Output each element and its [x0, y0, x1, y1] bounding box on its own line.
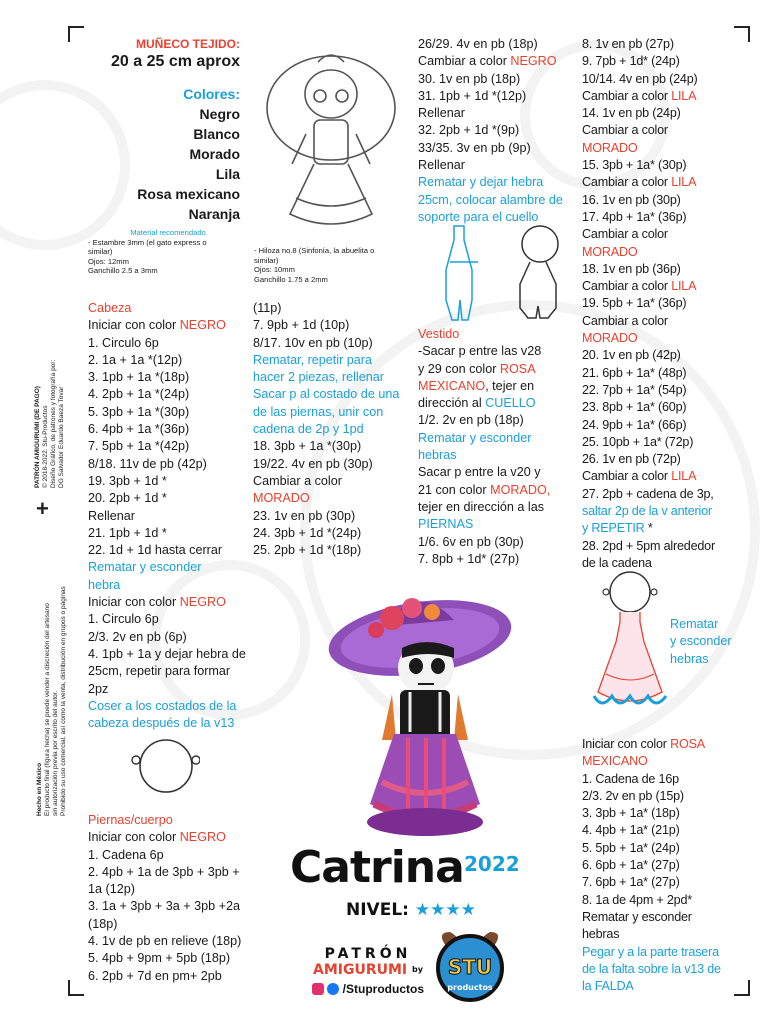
instruction-line: 21 con color MORADO, [418, 482, 551, 497]
instagram-icon [312, 983, 324, 995]
size-text: 20 a 25 cm aprox [111, 53, 240, 70]
note-line: cabeza después de la v13 [88, 716, 235, 731]
instruction-line: (11p) [253, 301, 282, 315]
instruction-line: Iniciar con color NEGRO [88, 318, 226, 333]
column-1 [88, 300, 248, 732]
instruction-line: Sacar p entre la v20 y [418, 465, 541, 480]
instruction-line: 4. 1v de pb en relieve (18p) [88, 934, 242, 949]
column-3-lower [418, 326, 580, 568]
instruction-line: Iniciar con color NEGRO [88, 595, 226, 610]
instruction-line: Cambiar a color LILA [582, 279, 697, 294]
legal-text-left: PATRÓN AMIGURUMI (DE PAGO) © 2018-2022. Stu-Productos Diseño Gráfico, de patrones y fotografía por: DG Salvador Eduardo Baeza Tovar [34, 359, 65, 488]
instruction-line: 26. 1v en pb (72p) [582, 452, 681, 467]
column-2 [253, 300, 413, 559]
instruction-line: 2pz [88, 681, 109, 696]
instruction-line: Rematar y esconder [582, 909, 692, 924]
note-line: la FALDA [582, 979, 634, 994]
crop-mark [68, 980, 84, 996]
section-title-cabeza: Cabeza [88, 301, 132, 315]
instruction-line: tejer en dirección a las [418, 499, 545, 514]
instruction-line: 2/3. 2v en pb (15p) [582, 788, 684, 803]
instruction-line: Cambiar a color LILA [582, 88, 697, 103]
instruction-line: Rellenar [418, 158, 465, 173]
crop-mark [68, 26, 84, 42]
pattern-title [290, 842, 570, 893]
instruction-line: 25cm, repetir para formar [88, 664, 231, 679]
note-line: Rematar, repetir para [253, 352, 372, 367]
color-name: PIERNAS [418, 517, 474, 532]
instruction-line: 3. 1a + 3pb + 3a + 3pb +2a [88, 899, 240, 914]
color-name: MORADO [253, 491, 310, 506]
instruction-line: 25. 2pb + 1d *(18p) [253, 543, 362, 558]
color-item: Negro [199, 106, 240, 122]
color-name: MORADO [582, 331, 638, 346]
instruction-line: Iniciar con color ROSA [582, 737, 705, 751]
instruction-line: 18. 1v en pb (36p) [582, 261, 681, 276]
instruction-line: 21. 6pb + 1a* (48p) [582, 365, 687, 380]
instruction-line: 6. 2pb + 7d en pm+ 2pb [88, 968, 222, 983]
instruction-line: hebras [582, 927, 620, 942]
color-item: Lila [215, 166, 240, 182]
column-4 [582, 36, 742, 572]
registration-mark: + [36, 496, 49, 521]
instruction-line: Cambiar a color NEGRO [418, 54, 557, 69]
note-line: Coser a los costados de la [88, 698, 237, 713]
instruction-line: Cambiar a color [582, 313, 668, 328]
instruction-line: 16. 1v en pb (30p) [582, 192, 681, 207]
instruction-line: 26/29. 4v en pb (18p) [418, 37, 538, 51]
note-line: 25cm, colocar alambre de [418, 192, 563, 207]
instruction-line: 20. 1v en pb (42p) [582, 348, 681, 363]
color-item: Rosa mexicano [137, 186, 240, 202]
note-line: saltar 2p de la v anterior [582, 504, 712, 519]
instruction-line: 1. Circulo 6p [88, 335, 159, 350]
level-label: NIVEL: [346, 900, 409, 920]
color-item: Morado [189, 146, 240, 162]
skirt-diagram [586, 566, 676, 726]
facebook-icon [327, 983, 339, 995]
instruction-line: 1a (12p) [88, 882, 135, 897]
level-row [346, 900, 476, 920]
instruction-line: 27. 2pb + cadena de 3p, [582, 486, 714, 501]
instruction-line: 7. 5pb + 1a *(42p) [88, 439, 190, 454]
instruction-line: 28. 2pd + 5pm alrededor [582, 538, 715, 553]
instruction-line: 8. 1a de 4pm + 2pd* [582, 892, 692, 907]
note-line: soporte para el cuello [418, 209, 539, 224]
instruction-line: 31. 1pb + 1d *(12p) [418, 88, 527, 103]
instruction-line: 2. 4pb + 1a de 3pb + 3pb + [88, 864, 240, 879]
note-line: Sacar p al costado de una [253, 387, 400, 402]
instruction-line: 7. 9pb + 1d (10p) [253, 318, 350, 333]
header-block [86, 36, 240, 224]
instruction-line: 22. 1d + 1d hasta cerrar [88, 543, 223, 558]
instruction-line: 6. 6pb + 1a* (27p) [582, 858, 680, 873]
instruction-line: 7. 6pb + 1a* (27p) [582, 875, 680, 890]
instruction-line: 2/3. 2v en pb (6p) [88, 629, 187, 644]
title-year: 2022 [464, 852, 520, 876]
logo-text: STU [447, 955, 493, 979]
body-diagram [434, 222, 574, 322]
note-line: hebras [418, 448, 457, 463]
instruction-line: Cambiar a color [582, 123, 668, 138]
material-left: Material recomendado - Estambre 3mm (el gato express o similar) Ojos: 12mm Ganchillo 2.5 a 3mm [88, 228, 207, 276]
head-diagram [128, 730, 200, 810]
instruction-line: 18. 3pb + 1a *(30p) [253, 439, 362, 454]
rematar-side-note: Rematar y esconder hebras [670, 617, 732, 666]
material-right: - Hiloza no.8 (Sinfonía, la abuelita o similar) Ojos: 10mm Ganchillo 1.75 a 2mm [254, 246, 375, 284]
color-name: MEXICANO [582, 754, 648, 769]
instruction-line: 5. 5pb + 1a* (24p) [582, 840, 680, 855]
instruction-line: Cambiar a color [582, 227, 668, 242]
instruction-line: (18p) [88, 916, 118, 931]
instruction-line: 19. 5pb + 1a* (36p) [582, 296, 687, 311]
note-line: de las piernas, unir con [253, 404, 384, 419]
instruction-line: 23. 1v en pb (30p) [253, 508, 356, 523]
note-line: Rematar y esconder [88, 560, 202, 575]
instruction-line: de la cadena [582, 555, 652, 570]
instruction-line: 4. 2pb + 1a *(24p) [88, 387, 190, 402]
instruction-line: 8. 1v en pb (27p) [582, 37, 674, 51]
column-1-lower [88, 812, 248, 985]
instruction-line: 33/35. 3v en pb (9p) [418, 140, 531, 155]
instruction-line: 17. 4pb + 1a* (36p) [582, 209, 687, 224]
brand-patron: PATRÓN [324, 946, 412, 962]
title-catrina: Catrina [290, 842, 464, 893]
catrina-outline-illustration [256, 38, 406, 238]
instruction-line: 24. 3pb + 1d *(24p) [253, 525, 362, 540]
instruction-line: 25. 10pb + 1a* (72p) [582, 434, 694, 449]
instruction-line: 2. 1a + 1a *(12p) [88, 352, 183, 367]
instruction-line: 5. 3pb + 1a *(30p) [88, 404, 190, 419]
instruction-line: 24. 9pb + 1a* (66p) [582, 417, 687, 432]
instruction-line: Cambiar a color LILA [582, 175, 697, 190]
instruction-line: 8/18. 11v de pb (42p) [88, 456, 207, 471]
color-name: MORADO [582, 244, 638, 259]
level-stars: ★★★★ [414, 900, 476, 920]
note-line: cadena de 2p y 1pd [253, 422, 364, 437]
color-name: MORADO [582, 140, 638, 155]
section-title-piernas: Piernas/cuerpo [88, 813, 173, 827]
catrina-doll-photo [322, 578, 512, 842]
section-title-vestido: Vestido [418, 327, 460, 341]
instruction-line: y 29 con color ROSA [418, 361, 536, 376]
instruction-line: 30. 1v en pb (18p) [418, 71, 521, 86]
instruction-line: 20. 2pb + 1d * [88, 491, 167, 506]
note-line: Rematar y esconder [418, 430, 532, 445]
instruction-line: 6. 4pb + 1a *(36p) [88, 422, 190, 437]
instruction-line: 22. 7pb + 1a* (54p) [582, 382, 687, 397]
instruction-line: 1/6. 6v en pb (30p) [418, 534, 524, 549]
instruction-line: 10/14. 4v en pb (24p) [582, 71, 698, 86]
instruction-line: MEXICANO, tejer en [418, 378, 535, 393]
doll-title: MUÑECO TEJIDO: [135, 37, 240, 51]
instruction-line: 19. 3pb + 1d * [88, 473, 167, 488]
colors-title: Colores: [183, 86, 240, 102]
instruction-line: Rellenar [418, 106, 465, 121]
instruction-line: 3. 3pb + 1a* (18p) [582, 806, 680, 821]
brand-block [306, 946, 430, 996]
instruction-line: 32. 2pb + 1d *(9p) [418, 123, 520, 138]
logo-subtext: productos [447, 983, 493, 992]
note-line: hacer 2 piezas, rellenar [253, 370, 384, 385]
note-line: Pegar y a la parte trasera [582, 944, 719, 959]
instruction-line: 19/22. 4v en pb (30p) [253, 456, 373, 471]
instruction-line: 23. 8pb + 1a* (60p) [582, 400, 687, 415]
brand-amigurumi: AMIGURUMI by [313, 962, 423, 978]
note-line: de la falta sobre la v13 de [582, 961, 721, 976]
instruction-line: 21. 1pb + 1d * [88, 525, 167, 540]
instruction-line: Iniciar con color NEGRO [88, 830, 226, 845]
instruction-line: dirección al CUELLO [418, 396, 536, 411]
instruction-line: 1. Cadena de 16p [582, 771, 679, 786]
note-line: hebra [88, 577, 121, 592]
instruction-line: 9. 7pb + 1d* (24p) [582, 54, 680, 69]
stu-logo [432, 928, 508, 1004]
instruction-line: 1. Cadena 6p [88, 847, 164, 862]
column-4-lower [582, 736, 742, 995]
instruction-line: 1. Circulo 6p [88, 612, 159, 627]
instruction-line: 14. 1v en pb (24p) [582, 106, 681, 121]
instruction-line: -Sacar p entre las v28 [418, 344, 542, 359]
instruction-line: 4. 1pb + 1a y dejar hebra de [88, 646, 246, 661]
color-item: Blanco [193, 126, 240, 142]
legal-text-mid: Hecho en México El producto final (figura hecha) se puede vender a discreción del artesano sin autorización previa por escrito del autor. Prohibido su uso comercial, así como la venta, distribución en grupos o páginas [36, 586, 67, 816]
instruction-line: y REPETIR * [582, 521, 653, 536]
instruction-line: 1/2. 2v en pb (18p) [418, 413, 524, 428]
column-3 [418, 36, 580, 226]
social-handle[interactable]: /Stuproductos [306, 982, 430, 996]
instruction-line: 7. 8pb + 1d* (27p) [418, 551, 520, 566]
instruction-line: 15. 3pb + 1a* (30p) [582, 158, 687, 173]
instruction-line: 3. 1pb + 1a *(18p) [88, 370, 190, 385]
instruction-line: 5. 4pb + 9pm + 5pb (18p) [88, 951, 231, 966]
instruction-line: Cambiar a color [253, 473, 342, 488]
instruction-line: 4. 4pb + 1a* (21p) [582, 823, 680, 838]
note-line: Rematar y dejar hebra [418, 175, 544, 190]
instruction-line: Rellenar [88, 508, 135, 523]
instruction-line: 8/17. 10v en pb (10p) [253, 335, 373, 350]
instruction-line: Cambiar a color LILA [582, 469, 697, 484]
color-item: Naranja [188, 206, 240, 222]
